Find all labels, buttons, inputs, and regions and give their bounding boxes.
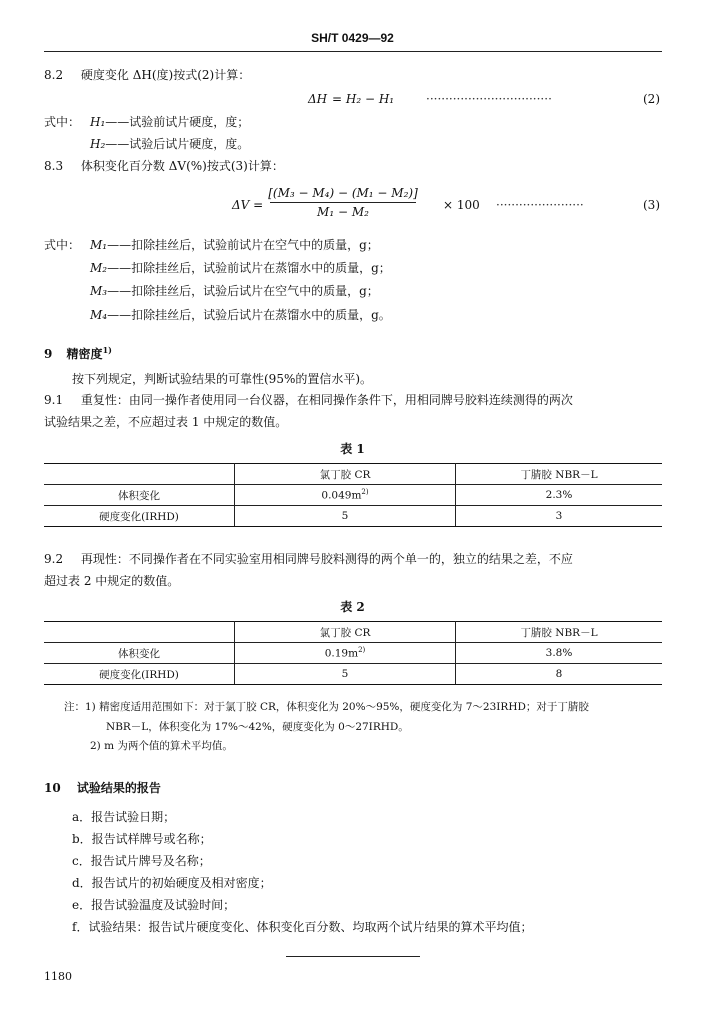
section-8-2 (44, 68, 250, 82)
section-text: 硬度变化 ΔH(度)按式(2)计算： (80, 68, 251, 82)
header-rule (44, 51, 662, 52)
section-9-2-cont: 超过表 2 中规定的数值。 (44, 574, 180, 588)
table-1-caption: 表 1 (340, 442, 365, 456)
note-1 (64, 701, 589, 714)
table-cell: 5 (235, 664, 456, 685)
where-label: 式中： (44, 115, 81, 129)
footer-rule (286, 956, 420, 957)
footnote-ref: 1) (102, 345, 112, 355)
definition-text: ——扣除挂丝后，试验后试片在蒸馏水中的质量，g。 (107, 308, 391, 322)
section-title: 精密度 (66, 347, 103, 361)
definition-text: ——扣除挂丝后，试验后试片在空气中的质量，g； (107, 284, 379, 298)
table-header-cell (44, 622, 235, 643)
formula-2-number: (2) (643, 92, 660, 106)
page-number: 1180 (44, 970, 72, 983)
definition-line (90, 284, 379, 298)
table-cell: 硬度变化(IRHD) (44, 664, 235, 685)
list-item: b．报告试样牌号或名称； (72, 832, 212, 846)
definition-text: ——扣除挂丝后，试验前试片在空气中的质量，g； (107, 238, 379, 252)
table-cell: 5 (235, 506, 456, 527)
definition-text: ——试验后试片硬度，度。 (105, 137, 250, 151)
cell-value: 0.19m (324, 647, 359, 660)
definition-line (90, 261, 391, 275)
section-9-2 (44, 552, 573, 566)
table-cell (235, 643, 456, 664)
note-1-cont: NBR－L，体积变化为 17%～42%，硬度变化为 0～27IRHD。 (106, 721, 409, 733)
section-8-3 (44, 159, 284, 173)
section-text: 重复性：由同一操作者使用同一台仪器，在相同操作条件下，用相同牌号胶料连续测得的两次 (80, 393, 573, 407)
table-cell: 8 (456, 664, 663, 685)
standard-code: SH/T 0429—92 (311, 31, 394, 45)
section-text: 体积变化百分数 ΔV(%)按式(3)计算： (80, 159, 284, 173)
definition-line (90, 137, 249, 151)
definition-line (90, 115, 249, 129)
section-number: 9 (44, 347, 53, 361)
table-cell: 硬度变化(IRHD) (44, 506, 235, 527)
table-cell (235, 485, 456, 506)
formula-3-number: (3) (643, 198, 660, 212)
section-text: 再现性：不同操作者在不同实验室用相同牌号胶料测得的两个单一的，独立的结果之差，不应 (80, 552, 573, 566)
list-item: f．试验结果：报告试片硬度变化、体积变化百分数、均取两个试片结果的算术平均值； (72, 920, 533, 934)
footnote-ref: 2) (358, 646, 366, 655)
footnote-ref: 2) (361, 488, 369, 497)
table-1 (44, 463, 662, 527)
where-label: 式中： (44, 238, 81, 252)
table-cell: 3 (456, 506, 663, 527)
formula-3-multiplier: × 100 (443, 198, 480, 212)
section-title: 试验结果的报告 (76, 781, 161, 795)
fraction-bar (270, 202, 416, 203)
list-item: e．报告试验温度及试验时间； (72, 898, 236, 912)
formula-3-numerator: [(M₃ − M₄) − (M₁ − M₂)] (268, 186, 418, 200)
table-header-cell: 氯丁胶 CR (235, 464, 456, 485)
section-number: 8.2 (44, 68, 64, 82)
leader-dots: ······················· (496, 198, 584, 212)
note-2: 2) m 为两个值的算术平均值。 (90, 740, 233, 752)
definition-line (90, 308, 391, 322)
formula-3-denominator: M₁ − M₂ (317, 205, 369, 219)
list-item: c．报告试片牌号及名称； (72, 854, 211, 868)
note-text: 1) 精密度适用范围如下：对于氯丁胶 CR，体积变化为 20%～95%，硬度变化为 7～23IRHD；对于丁腈胶 (85, 701, 589, 713)
table-2-caption: 表 2 (340, 600, 365, 614)
table-2 (44, 621, 662, 685)
note-label: 注： (64, 701, 85, 713)
section-number: 9.2 (44, 552, 64, 566)
definition-line (90, 238, 379, 252)
table-cell: 2.3% (456, 485, 663, 506)
definition-symbol: H₂ (90, 137, 106, 151)
list-item: d．报告试片的初始硬度及相对密度； (72, 876, 272, 890)
definition-symbol: H₁ (90, 115, 106, 129)
definition-symbol: M₃ (90, 284, 108, 298)
definition-text: ——试验前试片硬度，度； (105, 115, 250, 129)
section-9-1 (44, 393, 573, 407)
leader-dots: ································· (426, 92, 552, 106)
table-cell: 体积变化 (44, 485, 235, 506)
definition-symbol: M₁ (90, 238, 108, 252)
table-header-cell: 丁腈胶 NBR－L (456, 622, 663, 643)
formula-2-rhs: = H₂ − H₁ (332, 92, 395, 106)
list-item: a．报告试验日期； (72, 810, 176, 824)
section-10-heading (44, 781, 161, 795)
section-number: 10 (44, 781, 61, 795)
definition-symbol: M₄ (90, 308, 108, 322)
section-9-1-cont: 试验结果之差，不应超过表 1 中规定的数值。 (44, 415, 288, 429)
section-9-intro: 按下列规定，判断试验结果的可靠性(95%的置信水平)。 (72, 372, 373, 386)
formula-2-lhs: ΔH (308, 92, 328, 106)
definition-symbol: M₂ (90, 261, 108, 275)
section-9-heading (44, 343, 112, 361)
table-header-cell (44, 464, 235, 485)
definition-text: ——扣除挂丝后，试验前试片在蒸馏水中的质量，g； (107, 261, 391, 275)
table-header-cell: 丁腈胶 NBR－L (456, 464, 663, 485)
formula-3-lhs: ΔV = (232, 198, 264, 212)
section-number: 9.1 (44, 393, 64, 407)
table-cell: 体积变化 (44, 643, 235, 664)
section-number: 8.3 (44, 159, 64, 173)
cell-value: 0.049m (321, 489, 362, 502)
table-cell: 3.8% (456, 643, 663, 664)
table-header-cell: 氯丁胶 CR (235, 622, 456, 643)
